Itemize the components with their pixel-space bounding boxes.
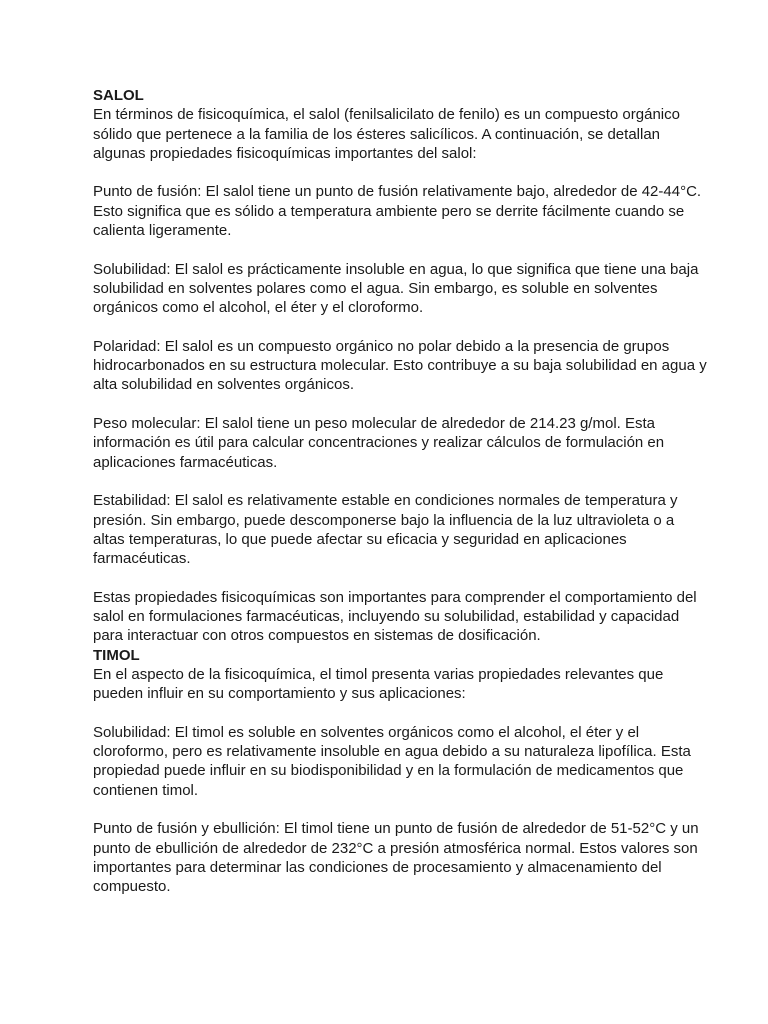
- salol-conclusion: Estas propiedades fisicoquímicas son importantes para comprender el comportamiento del salol en formulaciones farmacéuticas, incluyendo su solubilidad, estabilidad y capacidad para interactuar con otros compuestos en sistemas de dosificación.: [93, 588, 697, 645]
- salol-solubilidad: Solubilidad: El salol es prácticamente insoluble en agua, lo que significa que tiene una baja solubilidad en solventes polares como el agua. Sin embargo, es soluble en solventes orgánicos como el alcohol, el éter y el cloroformo.: [93, 260, 699, 317]
- paragraph-gap: [93, 240, 708, 259]
- salol-intro: En términos de fisicoquímica, el salol (fenilsalicilato de fenilo) es un compuesto orgánico sólido que pertenece a la familia de los ésteres salicílicos. A continuación, se detallan algunas propiedades fisicoquímicas importantes del salol:: [93, 106, 680, 162]
- timol-intro: En el aspecto de la fisicoquímica, el timol presenta varias propiedades relevantes que pueden influir en su comportamiento y sus aplicaciones:: [93, 665, 664, 703]
- paragraph-gap: [93, 318, 708, 337]
- paragraph-gap: [93, 800, 708, 819]
- section-title-timol: TIMOL: [93, 646, 140, 664]
- salol-estabilidad: Estabilidad: El salol es relativamente estable en condiciones normales de temperatura y presión. Sin embargo, puede descomponerse bajo la influencia de la luz ultravioleta o a altas temperaturas, lo que puede afectar su eficacia y seguridad en aplicaciones farmacéuticas.: [93, 492, 678, 568]
- salol-punto-fusion: Punto de fusión: El salol tiene un punto de fusión relativamente bajo, alrededor de 42-44°C. Esto significa que es sólido a temperatura ambiente pero se derrite fácilmente cuando se calienta ligeramente.: [93, 183, 702, 240]
- timol-solubilidad: Solubilidad: El timol es soluble en solventes orgánicos como el alcohol, el éter y el cloroformo, pero es relativamente insoluble en agua debido a su naturaleza lipofílica. Esta propiedad puede influir en su biodisponibilidad y en la formulación de medicamentos que contienen timol.: [93, 723, 691, 799]
- salol-polaridad: Polaridad: El salol es un compuesto orgánico no polar debido a la presencia de grupos hidrocarbonados en su estructura molecular. Esto contribuye a su baja solubilidad en agua y alta solubilidad en solventes orgánicos.: [93, 337, 707, 394]
- paragraph-gap: [93, 395, 708, 414]
- salol-peso-molecular: Peso molecular: El salol tiene un peso molecular de alrededor de 214.23 g/mol. Esta información es útil para calcular concentraciones y realizar cálculos de formulación en aplicaciones farmacéuticas.: [93, 415, 665, 471]
- paragraph-gap: [93, 704, 708, 723]
- paragraph-gap: [93, 163, 708, 182]
- paragraph-gap: [93, 568, 708, 587]
- section-title-salol: SALOL: [93, 87, 144, 104]
- timol-punto-fusion-ebullicion: Punto de fusión y ebullición: El timol tiene un punto de fusión de alrededor de 51-52°C y un punto de ebullición de alrededor de 232°C a presión atmosférica normal. Estos valores son importantes para determinar las condiciones de procesamiento y almacenamiento del compuesto.: [93, 820, 699, 896]
- paragraph-gap: [93, 472, 708, 491]
